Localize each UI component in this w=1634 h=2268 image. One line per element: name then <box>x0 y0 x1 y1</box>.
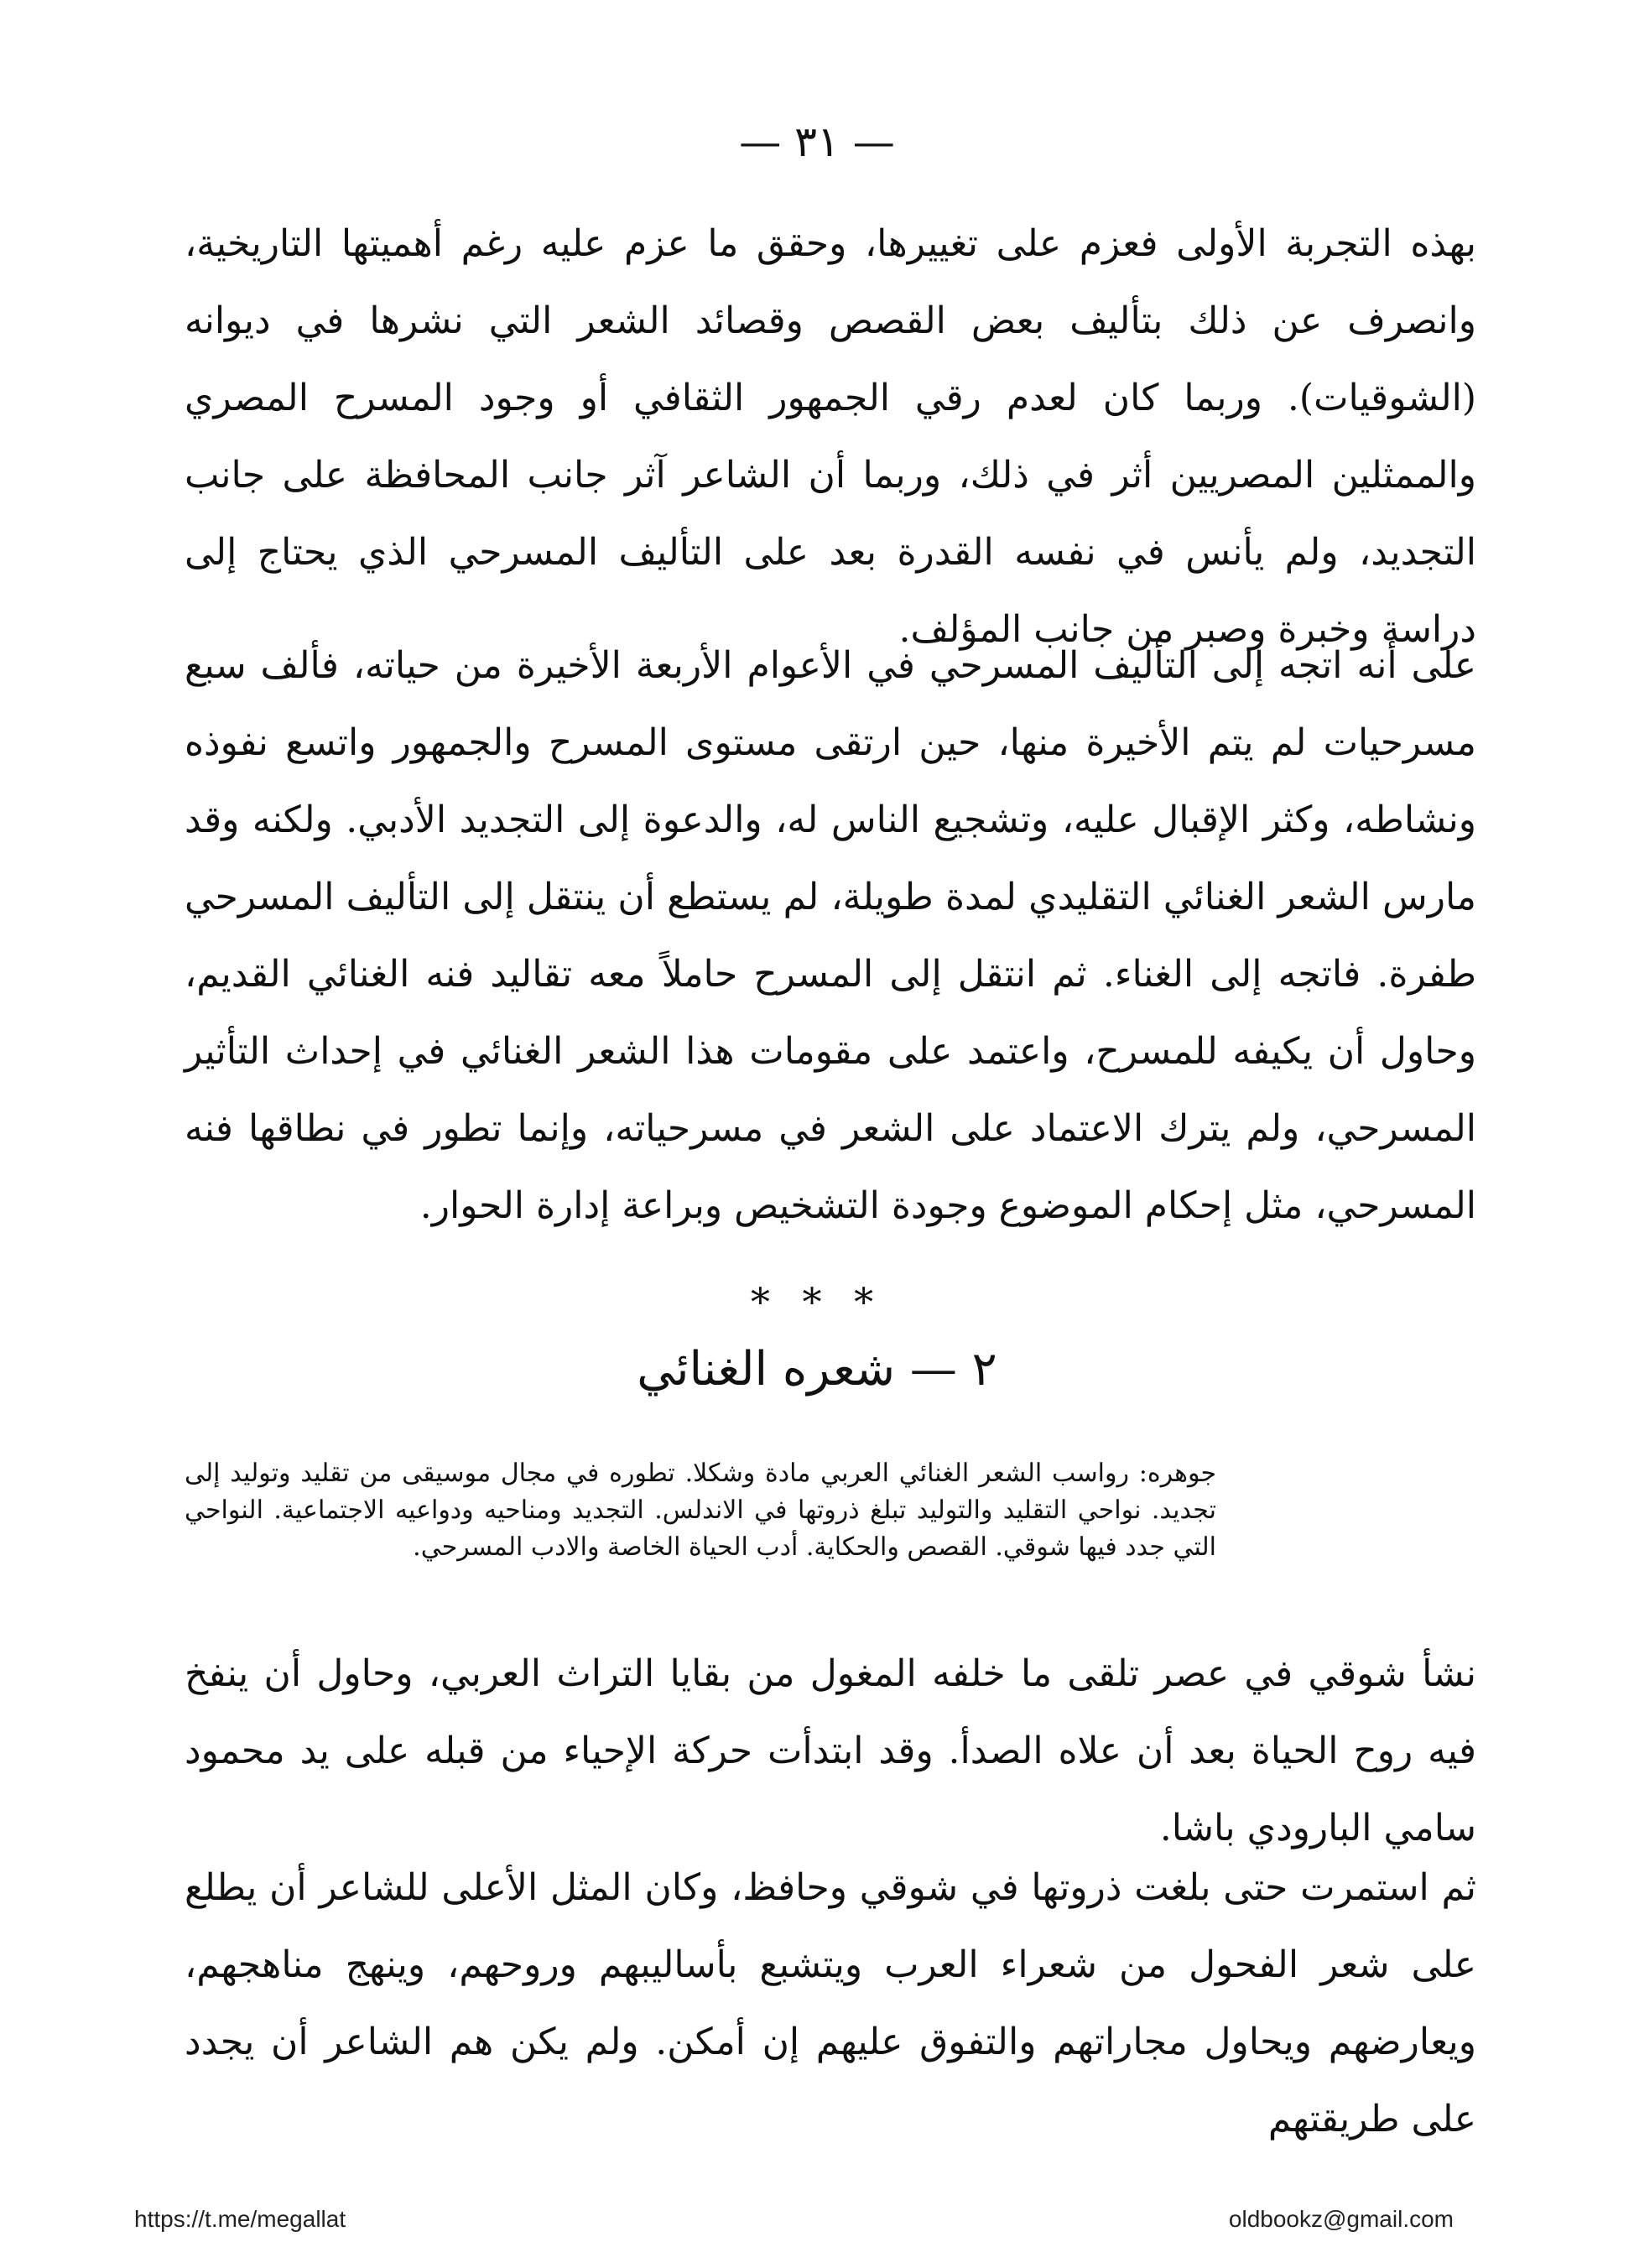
page-number: — ٣١ — <box>739 117 895 166</box>
section-heading: ٢ — شعره الغنائي <box>637 1342 997 1397</box>
section-summary-block <box>185 1455 1216 1566</box>
section-summary: جوهره: رواسب الشعر الغنائي العربي مادة وشكلا. تطوره في مجال موسيقى من تقليد وتوليد إلى تجديد. نواحي التقليد والتوليد تبلغ ذروتها في الاندلس. التجديد ومناحيه ودواعيه الاجتماعية. النواحي التي جدد فيها شوقي. القصص والحكاية. أدب الحياة الخاصة والادب المسرحي. <box>185 1459 1216 1562</box>
paragraph-1: بهذه التجربة الأولى فعزم على تغييرها، وحقق ما عزم عليه رغم أهميتها التاريخية، وانصرف عن ذلك بتأليف بعض القصص وقصائد الشعر التي نشرها في ديوانه (الشوقيات). وربما كان لعدم رقي الجمهور الثقافي أو وجود المسرح المصري والممثلين المصريين أثر في ذلك، وربما أن الشاعر آثر جانب المحافظة على جانب التجديد، ولم يأنس في نفسه القدرة بعد على التأليف المسرحي الذي يحتاج إلى دراسة وخبرة وصبر من جانب المؤلف. <box>185 222 1476 651</box>
paragraph-3: نشأ شوقي في عصر تلقى ما خلفه المغول من بقايا التراث العربي، وحاول أن ينفخ فيه روح الحياة بعد أن علاه الصدأ. وقد ابتدأت حركة الإحياء من قبله على يد محمود سامي البارودي باشا. <box>185 1652 1476 1849</box>
section-separator: * * * <box>750 1279 884 1324</box>
footer-email[interactable]: oldbookz@gmail.com <box>1228 2206 1454 2232</box>
paragraph-4: ثم استمرت حتى بلغت ذروتها في شوقي وحافظ، وكان المثل الأعلى للشاعر أن يطلع على شعر الفحول من شعراء العرب ويتشبع بأساليبهم وروحهم، وينهج مناهجهم، ويعارضهم ويحاول مجاراتهم والتفوق عليهم إن أمكن. ولم يكن هم الشاعر أن يجدد على طريقتهم <box>185 1866 1476 2141</box>
paragraph-2: على أنه اتجه إلى التأليف المسرحي في الأعوام الأربعة الأخيرة من حياته، فألف سبع مسرحيات لم يتم الأخيرة منها، حين ارتقى مستوى المسرح والجمهور واتسع نفوذه ونشاطه، وكثر الإقبال عليه، وتشجيع الناس له، والدعوة إلى التجديد الأدبي. ولكنه وقد مارس الشعر الغنائي التقليدي لمدة طويلة، لم يستطع أن ينتقل إلى التأليف المسرحي طفرة. فاتجه إلى الغناء. ثم انتقل إلى المسرح حاملاً معه تقاليد فنه الغنائي القديم، وحاول أن يكيفه للمسرح، واعتمد على مقومات هذا الشعر الغنائي في إحداث التأثير المسرحي، ولم يترك الاعتماد على الشعر في مسرحياته، وإنما تطور في نطاقها فنه المسرحي، مثل إحكام الموضوع وجودة التشخيص وبراعة إدارة الحوار. <box>185 644 1476 1227</box>
footer-telegram-link[interactable]: https://t.me/megallat <box>134 2206 346 2232</box>
